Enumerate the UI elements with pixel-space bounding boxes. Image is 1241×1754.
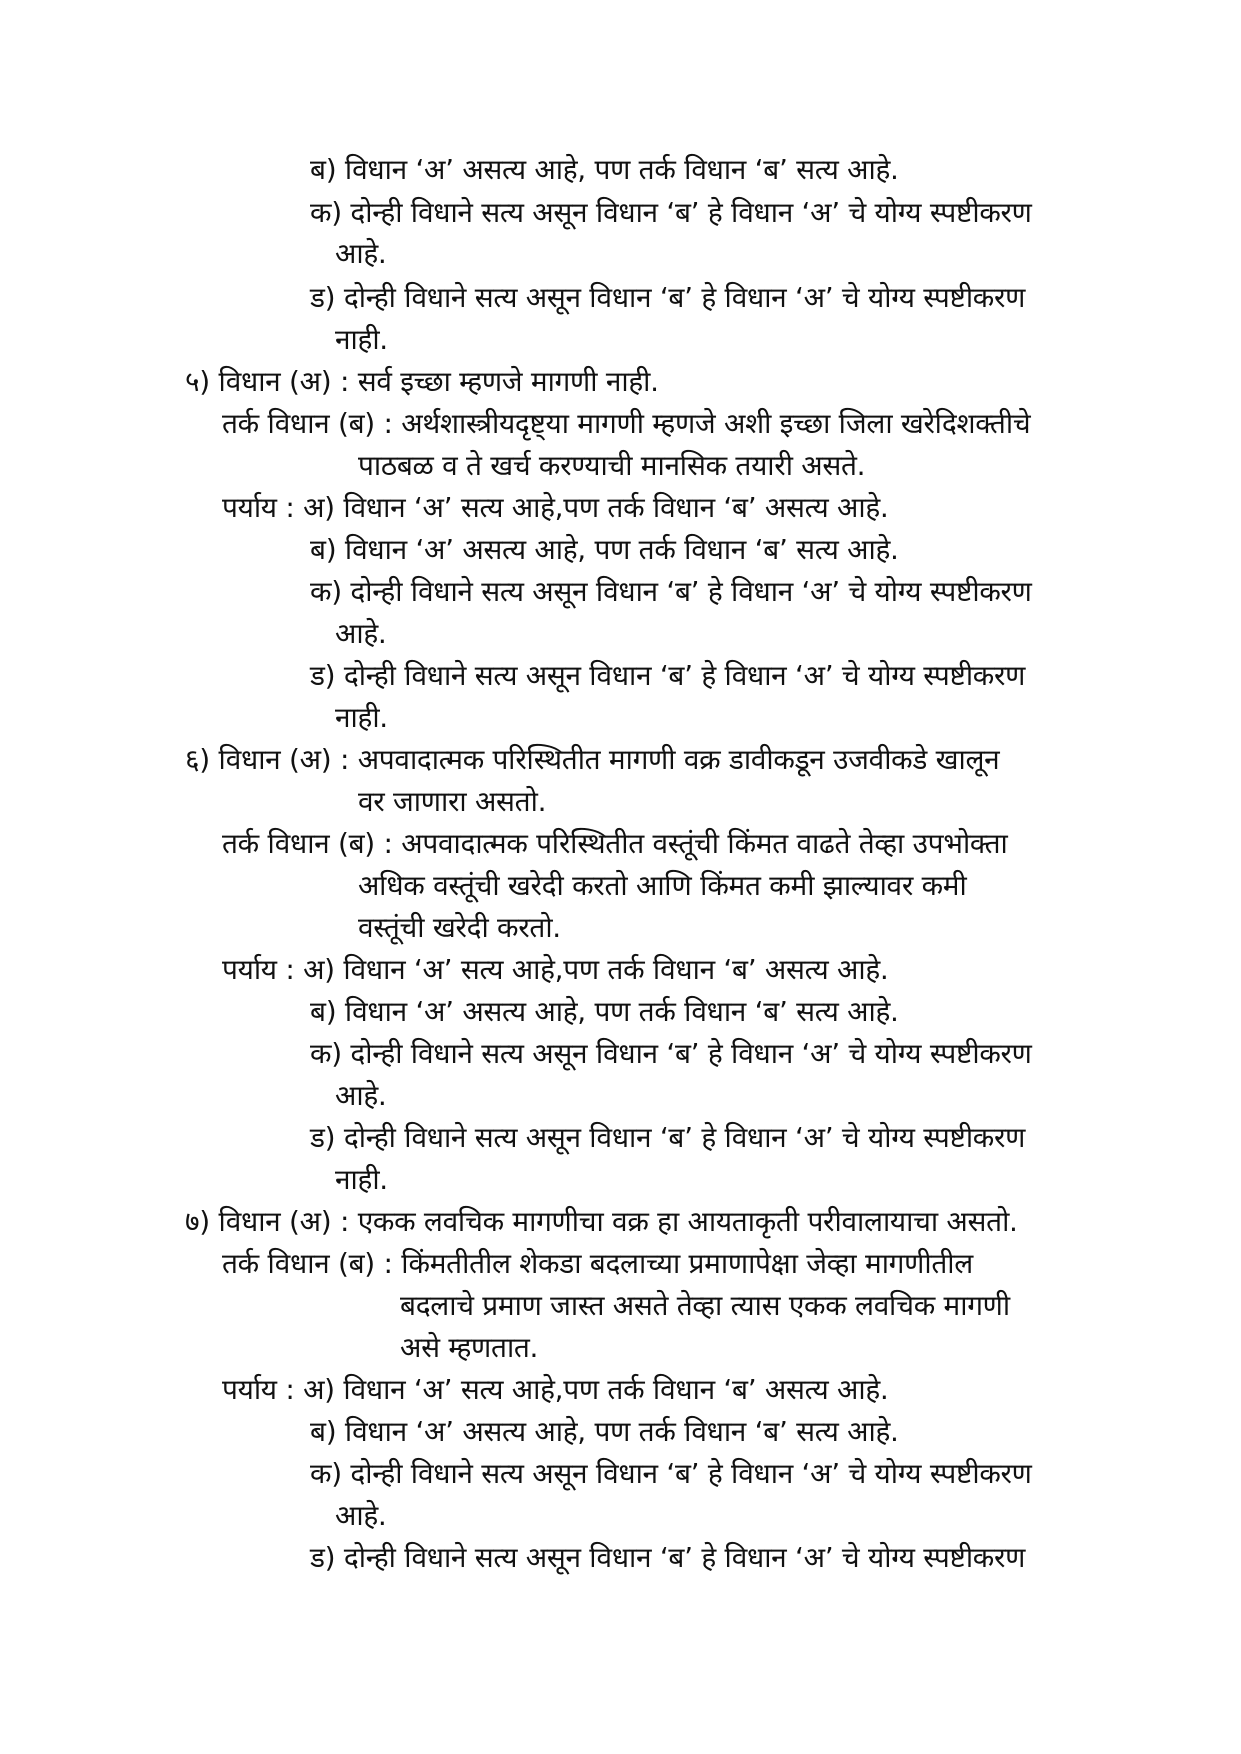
- q6-option-a: पर्याय : अ) विधान ‘अ’ सत्य आहे,पण तर्क विधान ‘ब’ असत्य आहे.: [222, 953, 889, 986]
- q6-option-b: ब) विधान ‘अ’ असत्य आहे, पण तर्क विधान ‘ब’ सत्य आहे.: [310, 995, 899, 1028]
- q5-option-k: क) दोन्ही विधाने सत्य असून विधान ‘ब’ हे विधान ‘अ’ चे योग्य स्पष्टीकरण: [310, 575, 1032, 608]
- q5-option-d-cont: नाही.: [335, 701, 388, 734]
- q5-option-d: ड) दोन्ही विधाने सत्य असून विधान ‘ब’ हे विधान ‘अ’ चे योग्य स्पष्टीकरण: [310, 659, 1026, 692]
- q7-option-a: पर्याय : अ) विधान ‘अ’ सत्य आहे,पण तर्क विधान ‘ब’ असत्य आहे.: [222, 1373, 889, 1406]
- q7-option-k: क) दोन्ही विधाने सत्य असून विधान ‘ब’ हे विधान ‘अ’ चे योग्य स्पष्टीकरण: [310, 1457, 1032, 1490]
- q5-statement: ५) विधान (अ) : सर्व इच्छा म्हणजे मागणी नाही.: [185, 365, 659, 398]
- q6-option-k: क) दोन्ही विधाने सत्य असून विधान ‘ब’ हे विधान ‘अ’ चे योग्य स्पष्टीकरण: [310, 1037, 1032, 1070]
- q5-option-a: पर्याय : अ) विधान ‘अ’ सत्य आहे,पण तर्क विधान ‘ब’ असत्य आहे.: [222, 491, 889, 524]
- option-k: क) दोन्ही विधाने सत्य असून विधान ‘ब’ हे विधान ‘अ’ चे योग्य स्पष्टीकरण: [310, 196, 1032, 229]
- q7-reason-cont-1: बदलाचे प्रमाण जास्त असते तेव्हा त्यास एकक लवचिक मागणी: [400, 1289, 1010, 1322]
- option-d: ड) दोन्ही विधाने सत्य असून विधान ‘ब’ हे विधान ‘अ’ चे योग्य स्पष्टीकरण: [310, 281, 1026, 314]
- q6-option-k-cont: आहे.: [335, 1079, 387, 1112]
- q5-reason-cont: पाठबळ व ते खर्च करण्याची मानसिक तयारी असते.: [358, 449, 866, 482]
- q6-option-d: ड) दोन्ही विधाने सत्य असून विधान ‘ब’ हे विधान ‘अ’ चे योग्य स्पष्टीकरण: [310, 1121, 1026, 1154]
- q5-option-k-cont: आहे.: [335, 617, 387, 650]
- q6-reason-cont-2: वस्तूंची खरेदी करतो.: [358, 911, 561, 944]
- q6-statement-cont: वर जाणारा असतो.: [358, 785, 547, 818]
- q6-statement: ६) विधान (अ) : अपवादात्मक परिस्थितीत मागणी वक्र डावीकडून उजवीकडे खालून: [185, 743, 1000, 776]
- q7-statement: ७) विधान (अ) : एकक लवचिक मागणीचा वक्र हा आयताकृती परीवालायाचा असतो.: [185, 1205, 1018, 1238]
- q5-reason: तर्क विधान (ब) : अर्थशास्त्रीयदृष्ट्या मागणी म्हणजे अशी इच्छा जिला खरेदिशक्तीचे: [222, 407, 1031, 440]
- q7-option-d: ड) दोन्ही विधाने सत्य असून विधान ‘ब’ हे विधान ‘अ’ चे योग्य स्पष्टीकरण: [310, 1541, 1026, 1574]
- option-k-cont: आहे.: [335, 237, 387, 270]
- option-d-cont: नाही.: [335, 323, 388, 356]
- q6-option-d-cont: नाही.: [335, 1163, 388, 1196]
- q7-reason: तर्क विधान (ब) : किंमतीतील शेकडा बदलाच्या प्रमाणापेक्षा जेव्हा मागणीतील: [222, 1247, 973, 1280]
- q7-option-b: ब) विधान ‘अ’ असत्य आहे, पण तर्क विधान ‘ब’ सत्य आहे.: [310, 1415, 899, 1448]
- q7-option-k-cont: आहे.: [335, 1499, 387, 1532]
- q7-reason-cont-2: असे म्हणतात.: [400, 1331, 539, 1364]
- q6-reason-cont-1: अधिक वस्तूंची खरेदी करतो आणि किंमत कमी झाल्यावर कमी: [358, 869, 967, 902]
- q6-reason: तर्क विधान (ब) : अपवादात्मक परिस्थितीत वस्तूंची किंमत वाढते तेव्हा उपभोक्ता: [222, 827, 1008, 860]
- q5-option-b: ब) विधान ‘अ’ असत्य आहे, पण तर्क विधान ‘ब’ सत्य आहे.: [310, 533, 899, 566]
- option-b: ब) विधान ‘अ’ असत्य आहे, पण तर्क विधान ‘ब’ सत्य आहे.: [310, 153, 899, 186]
